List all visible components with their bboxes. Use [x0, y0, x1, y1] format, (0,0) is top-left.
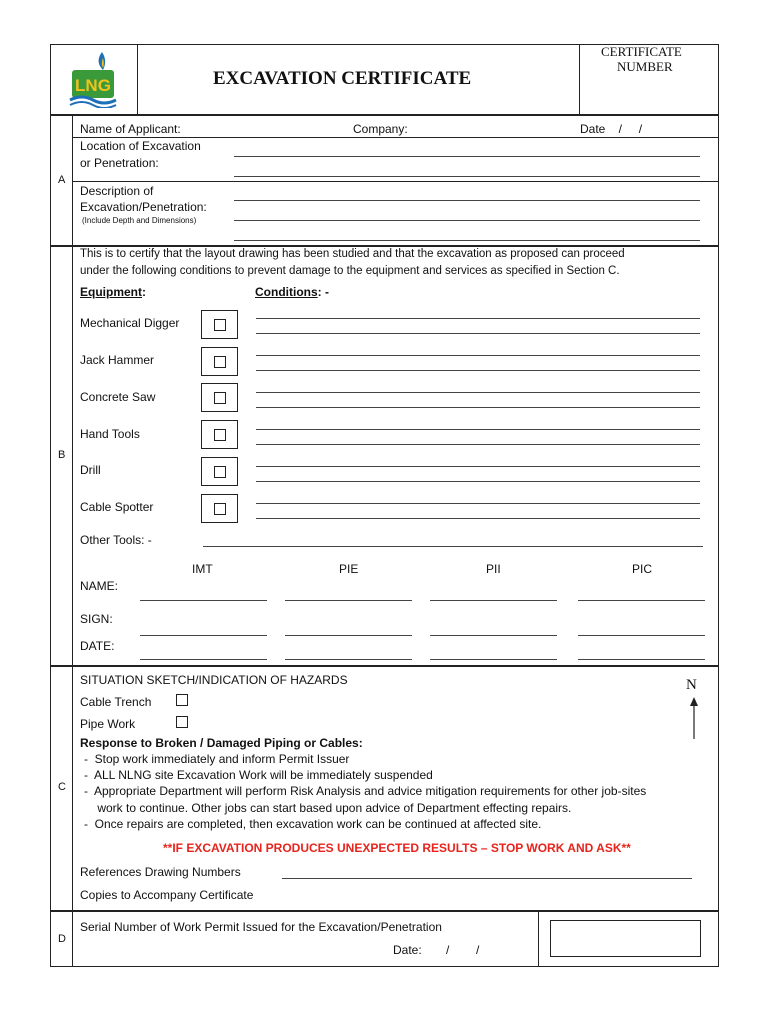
pii-date-field[interactable]: [430, 659, 557, 660]
condition-line[interactable]: [256, 466, 700, 467]
signoff-column-imt: IMT: [192, 562, 213, 576]
condition-line[interactable]: [256, 503, 700, 504]
references-field[interactable]: [282, 878, 692, 879]
condition-line[interactable]: [256, 407, 700, 408]
equipment-hand-tools: Hand Tools: [80, 427, 140, 441]
pie-date-field[interactable]: [285, 659, 412, 660]
svg-text:LNG: LNG: [75, 76, 111, 95]
stop-work-warning: **IF EXCAVATION PRODUCES UNEXPECTED RESULTS – STOP WORK AND ASK**: [163, 841, 631, 855]
pic-date-field[interactable]: [578, 659, 705, 660]
pie-name-field[interactable]: [285, 600, 412, 601]
condition-line[interactable]: [256, 333, 700, 334]
condition-line[interactable]: [256, 392, 700, 393]
condition-line[interactable]: [256, 370, 700, 371]
description-label-2: Excavation/Penetration:: [80, 200, 207, 214]
drill-checkbox[interactable]: [201, 457, 238, 486]
equipment-cable-spotter: Cable Spotter: [80, 500, 154, 514]
pii-name-field[interactable]: [430, 600, 557, 601]
response-bullet: - Appropriate Department will perform Risk Analysis and advice mitigation requirements for other job-sites: [84, 784, 647, 798]
description-field-3[interactable]: [234, 240, 700, 241]
other-tools-label: Other Tools: -: [80, 533, 152, 547]
imt-name-field[interactable]: [140, 600, 267, 601]
certificate-number-label-2: NUMBER: [617, 59, 673, 74]
condition-line[interactable]: [256, 355, 700, 356]
other-tools-field[interactable]: [203, 546, 703, 547]
north-label: N: [686, 677, 697, 693]
response-bullet: work to continue. Other jobs can start based upon advice of Department effecting repairs.: [84, 801, 572, 815]
response-heading: Response to Broken / Damaged Piping or Cables:: [80, 736, 363, 750]
condition-line[interactable]: [256, 518, 700, 519]
response-bullet: - ALL NLNG site Excavation Work will be immediately suspended: [84, 768, 433, 782]
pic-sign-field[interactable]: [578, 635, 705, 636]
equipment-mechanical-digger: Mechanical Digger: [80, 316, 180, 330]
copies-label: Copies to Accompany Certificate: [80, 888, 254, 902]
section-c-letter: C: [58, 781, 66, 793]
applicant-label: Name of Applicant:: [80, 122, 181, 136]
certify-text: This is to certify that the layout drawing has been studied and that the excavation as proposed can proceed: [80, 248, 625, 260]
equipment-concrete-saw: Concrete Saw: [80, 390, 156, 404]
sign-label: SIGN:: [80, 612, 113, 626]
section-b-frame: [50, 246, 719, 666]
signoff-column-pii: PII: [486, 562, 501, 576]
cable-trench-label: Cable Trench: [80, 695, 152, 709]
description-field-2[interactable]: [234, 220, 700, 221]
location-label: Location of Excavation: [80, 139, 201, 153]
jack-hammer-checkbox[interactable]: [201, 347, 238, 376]
imt-date-field[interactable]: [140, 659, 267, 660]
equipment-drill: Drill: [80, 463, 101, 477]
permit-date-label: Date:: [393, 943, 422, 957]
section-d-letter: D: [58, 933, 66, 945]
location-field-2[interactable]: [234, 176, 700, 177]
references-label: References Drawing Numbers: [80, 865, 241, 879]
concrete-saw-checkbox[interactable]: [201, 383, 238, 412]
location-label-2: or Penetration:: [80, 156, 159, 170]
signoff-column-pie: PIE: [339, 562, 359, 576]
page-title: EXCAVATION CERTIFICATE: [213, 68, 472, 89]
date-label: Date / /: [580, 122, 643, 136]
equipment-heading: Equipment:: [80, 285, 146, 299]
hand-tools-checkbox[interactable]: [201, 420, 238, 449]
name-label: NAME:: [80, 579, 119, 593]
condition-line[interactable]: [256, 429, 700, 430]
equipment-jack-hammer: Jack Hammer: [80, 353, 155, 367]
date-row-label: DATE:: [80, 639, 115, 653]
signoff-column-pic: PIC: [632, 562, 653, 576]
cable-trench-checkbox[interactable]: [176, 694, 188, 706]
mechanical-digger-checkbox[interactable]: [201, 310, 238, 339]
north-arrow-icon: [689, 697, 699, 739]
description-label: Description of: [80, 184, 154, 198]
description-note: (Include Depth and Dimensions): [82, 216, 197, 225]
serial-number-label: Serial Number of Work Permit Issued for the Excavation/Penetration: [80, 920, 442, 934]
section-a-letter: A: [58, 174, 66, 186]
condition-line[interactable]: [256, 444, 700, 445]
pipe-work-checkbox[interactable]: [176, 716, 188, 728]
response-bullet: - Once repairs are completed, then excavation work can be continued at affected site.: [84, 817, 542, 831]
imt-sign-field[interactable]: [140, 635, 267, 636]
pic-name-field[interactable]: [578, 600, 705, 601]
cable-spotter-checkbox[interactable]: [201, 494, 238, 523]
pii-sign-field[interactable]: [430, 635, 557, 636]
lng-logo: [66, 48, 120, 108]
conditions-heading: Conditions: -: [255, 285, 329, 299]
response-bullet: - Stop work immediately and inform Permit Issuer: [84, 752, 350, 766]
pie-sign-field[interactable]: [285, 635, 412, 636]
certify-text-2: under the following conditions to prevent damage to the equipment and services as specified in Section C.: [80, 265, 620, 277]
certificate-number-label: CERTIFICATE: [601, 44, 682, 59]
company-label: Company:: [353, 122, 408, 136]
permit-date-slashes: / /: [446, 943, 480, 957]
section-b-letter: B: [58, 449, 66, 461]
condition-line[interactable]: [256, 318, 700, 319]
pipe-work-label: Pipe Work: [80, 717, 136, 731]
condition-line[interactable]: [256, 481, 700, 482]
hazards-heading: SITUATION SKETCH/INDICATION OF HAZARDS: [80, 673, 348, 687]
description-field-1[interactable]: [234, 200, 700, 201]
serial-number-field[interactable]: [550, 920, 701, 957]
location-field-1[interactable]: [234, 156, 700, 157]
